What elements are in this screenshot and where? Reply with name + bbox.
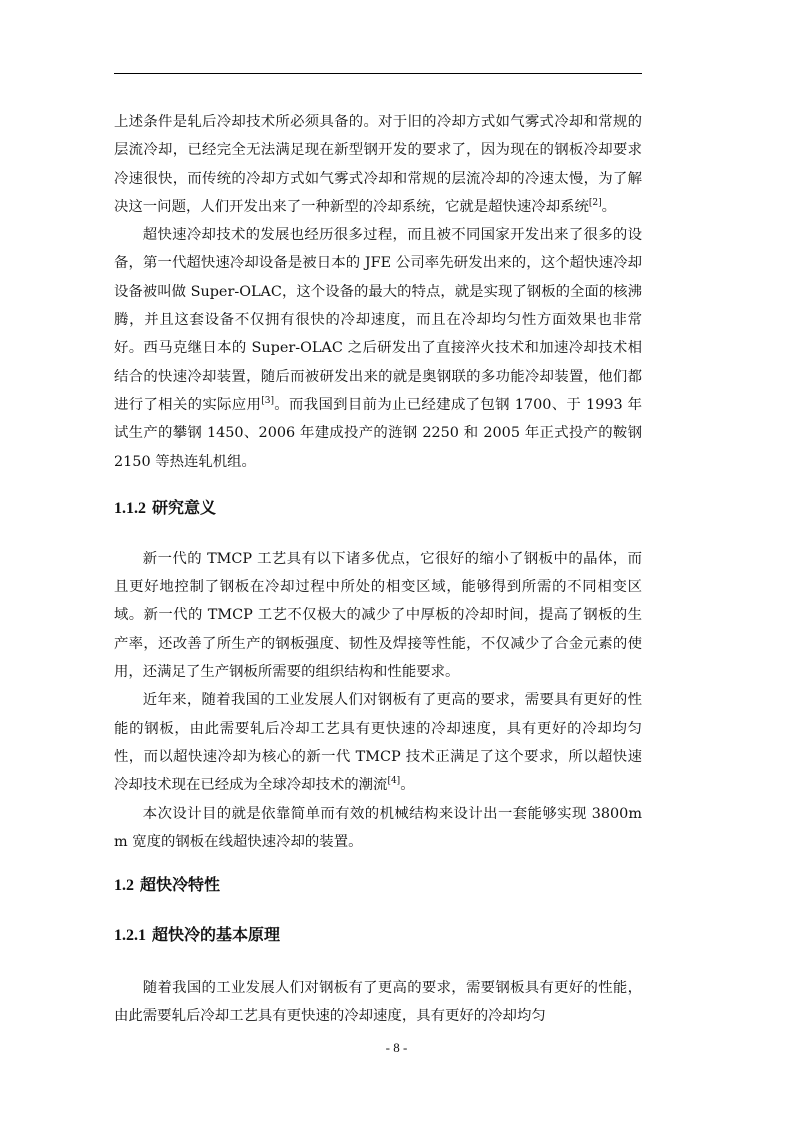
- paragraph-1: [114, 108, 642, 221]
- section-number: 1.2.1: [114, 927, 146, 945]
- section-title: 研究意义: [152, 497, 217, 517]
- citation-4[interactable]: [4]: [387, 776, 401, 787]
- paragraph-5: 本次设计目的就是依靠简单而有效的机械结构来设计出一套能够实现 3800mm 宽度的钢板在线超快速冷却的装置。: [114, 805, 642, 850]
- paragraph-2-text: 超快速冷却技术的发展也经历很多过程，而且被不同国家开发出来了很多的设备，第一代超快速冷却设备是被日本的 JFE 公司率先研发出来的，这个超快速冷却设备被叫做 Super-OLAC，这个设备的最大的特点，就是实现了钢板的全面的核沸腾，并且这套设备不仅拥有很快的冷却速度，而且在冷却均匀性方面效果也非常好。西马克继日本的 Super-OLAC 之后研发出了直接淬火技术和加速冷却技术相结合的快速冷却装置，随后而被研发出来的就是奥钢联的多功能冷却装置，他们都进行了相关的实际应用: [114, 227, 642, 413]
- paragraph-1-end: 。: [601, 198, 617, 215]
- paragraph-2: [114, 221, 642, 476]
- paragraph-1-text: 上述条件是轧后冷却技术所必须具备的。对于旧的冷却方式如气雾式冷却和常规的层流冷却，已经完全无法满足现在新型钢开发的要求了，因为现在的钢板冷却要求冷速很快，而传统的冷却方式如气雾式冷却和常规的层流冷却的冷速太慢，为了解决这一问题，人们开发出来了一种新型的冷却系统，它就是超快速冷却系统: [114, 114, 642, 215]
- section-title: 超快冷特性: [140, 875, 221, 895]
- page-body: [114, 108, 642, 1031]
- section-heading-1-2-1: [114, 923, 642, 948]
- section-number: 1.2: [114, 877, 134, 895]
- citation-2[interactable]: [2]: [588, 198, 602, 209]
- header-rule: [114, 73, 642, 74]
- section-number: 1.1.2: [114, 499, 146, 517]
- paragraph-3: 新一代的 TMCP 工艺具有以下诸多优点，它很好的缩小了钢板中的晶体，而且更好地控制了钢板在冷却过程中所处的相变区域，能够得到所需的不同相变区域。新一代的 TMCP 工艺不仅极大的减少了中厚板的冷却时间，提高了钢板的生产率，还改善了所生产的钢板强度、韧性及焊接等性能，不仅减少了合金元素的使用，还满足了生产钢板所需要的组织结构和性能要求。: [114, 550, 642, 681]
- paragraph-4: [114, 686, 642, 799]
- paragraph-4-text: 近年来，随着我国的工业发展人们对钢板有了更高的要求，需要具有更好的性能的钢板，由此需要轧后冷却工艺具有更快速的冷却速度，具有更好的冷却均匀性，而以超快速冷却为核心的新一代 TMCP 技术正满足了这个要求，所以超快速冷却技术现在已经成为全球冷却技术的潮流: [114, 692, 642, 794]
- section-heading-1-2: [114, 873, 642, 898]
- page-number: - 8 -: [385, 1040, 408, 1055]
- paragraph-2-end: 。而我国到目前为止已经建成了包钢 1700、于 1993 年试生产的攀钢 1450、2006 年建成投产的涟钢 2250 和 2005 年正式投产的鞍钢 2150 等热连轧机组。: [114, 396, 642, 470]
- section-title: 超快冷的基本原理: [152, 925, 281, 945]
- paragraph-6: 随着我国的工业发展人们对钢板有了更高的要求，需要钢板具有更好的性能，由此需要轧后冷却工艺具有更快速的冷却速度，具有更好的冷却均匀: [114, 980, 642, 1025]
- citation-3[interactable]: [3]: [261, 396, 274, 407]
- paragraph-4-end: 。: [400, 777, 415, 794]
- section-heading-1-1-2: [114, 496, 642, 521]
